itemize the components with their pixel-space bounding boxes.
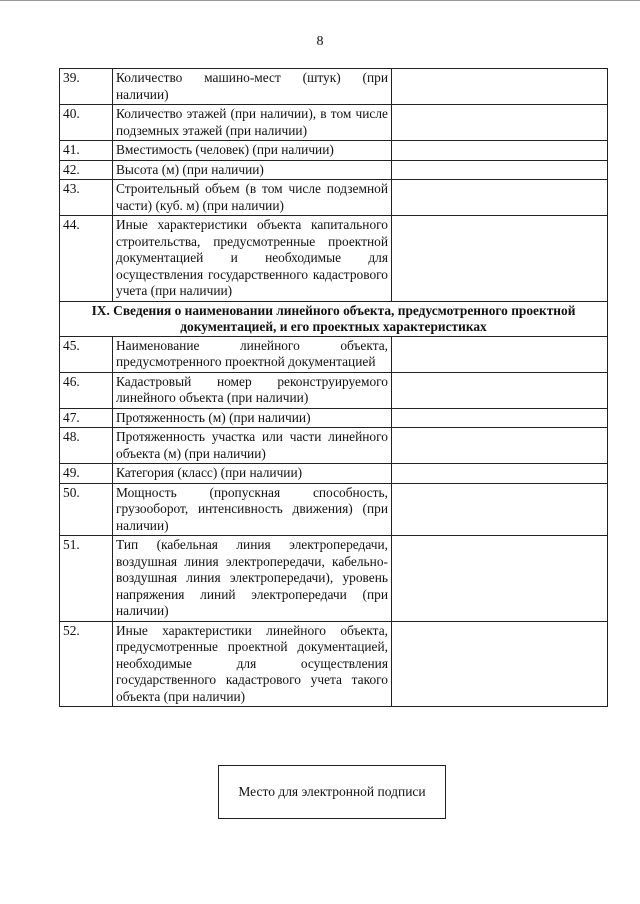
row-number: 50. xyxy=(60,483,113,536)
row-value-cell[interactable] xyxy=(392,69,608,105)
row-number: 45. xyxy=(60,336,113,372)
electronic-signature-box xyxy=(218,765,446,819)
table-row xyxy=(60,536,608,622)
row-label: Количество этажей (при наличии), в том числе подземных этажей (при наличии) xyxy=(113,105,392,141)
row-label: Вместимость (человек) (при наличии) xyxy=(113,141,392,161)
rows-before-section xyxy=(60,69,608,302)
section-row xyxy=(60,301,608,336)
row-label: Высота (м) (при наличии) xyxy=(113,160,392,180)
row-value-cell[interactable] xyxy=(392,408,608,428)
row-number: 52. xyxy=(60,621,113,707)
table-row xyxy=(60,464,608,484)
row-value-cell[interactable] xyxy=(392,216,608,302)
row-number: 40. xyxy=(60,105,113,141)
row-label: Мощность (пропускная способность, грузооборот, интенсивность движения) (при наличии) xyxy=(113,483,392,536)
row-number: 43. xyxy=(60,180,113,216)
row-label: Протяженность (м) (при наличии) xyxy=(113,408,392,428)
row-label: Строительный объем (в том числе подземной части) (куб. м) (при наличии) xyxy=(113,180,392,216)
row-label: Иные характеристики линейного объекта, предусмотренные проектной документацией, необходимые для осуществления государственного кадастрового учета такого объекта (при наличии) xyxy=(113,621,392,707)
row-value-cell[interactable] xyxy=(392,483,608,536)
table-row xyxy=(60,336,608,372)
row-label: Категория (класс) (при наличии) xyxy=(113,464,392,484)
row-value-cell[interactable] xyxy=(392,372,608,408)
row-value-cell[interactable] xyxy=(392,336,608,372)
row-value-cell[interactable] xyxy=(392,180,608,216)
row-value-cell[interactable] xyxy=(392,141,608,161)
row-value-cell[interactable] xyxy=(392,105,608,141)
row-value-cell[interactable] xyxy=(392,160,608,180)
characteristics-table xyxy=(59,68,608,707)
table-row xyxy=(60,372,608,408)
rows-after-section xyxy=(60,336,608,707)
section-header-group xyxy=(60,301,608,336)
row-label: Наименование линейного объекта, предусмотренного проектной документацией xyxy=(113,336,392,372)
page-top-edge xyxy=(0,0,640,1)
table-row xyxy=(60,428,608,464)
row-value-cell[interactable] xyxy=(392,536,608,622)
row-number: 41. xyxy=(60,141,113,161)
table-row xyxy=(60,483,608,536)
row-label: Тип (кабельная линия электропередачи, воздушная линия электропередачи, кабельно-воздушная линия электропередачи), уровень напряжения линий электропередачи (при наличии) xyxy=(113,536,392,622)
table-row xyxy=(60,105,608,141)
row-number: 42. xyxy=(60,160,113,180)
signature-box-label: Место для электронной подписи xyxy=(238,784,426,799)
row-number: 47. xyxy=(60,408,113,428)
row-number: 51. xyxy=(60,536,113,622)
table-row xyxy=(60,141,608,161)
row-label: Кадастровый номер реконструируемого линейного объекта (при наличии) xyxy=(113,372,392,408)
table-row xyxy=(60,180,608,216)
table-row xyxy=(60,621,608,707)
table-row xyxy=(60,408,608,428)
section-title: IX. Сведения о наименовании линейного объекта, предусмотренного проектной документацией, и его проектных характеристиках xyxy=(60,301,608,336)
row-label: Протяженность участка или части линейного объекта (м) (при наличии) xyxy=(113,428,392,464)
row-label: Иные характеристики объекта капитального строительства, предусмотренные проектной документацией и необходимые для осуществления государственного кадастрового учета (при наличии) xyxy=(113,216,392,302)
row-number: 39. xyxy=(60,69,113,105)
row-number: 48. xyxy=(60,428,113,464)
table-row xyxy=(60,216,608,302)
page-number: 8 xyxy=(316,34,324,49)
row-number: 44. xyxy=(60,216,113,302)
row-value-cell[interactable] xyxy=(392,428,608,464)
table-row xyxy=(60,160,608,180)
table-row xyxy=(60,69,608,105)
row-number: 49. xyxy=(60,464,113,484)
row-number: 46. xyxy=(60,372,113,408)
row-label: Количество машино-мест (штук) (при наличии) xyxy=(113,69,392,105)
row-value-cell[interactable] xyxy=(392,621,608,707)
row-value-cell[interactable] xyxy=(392,464,608,484)
